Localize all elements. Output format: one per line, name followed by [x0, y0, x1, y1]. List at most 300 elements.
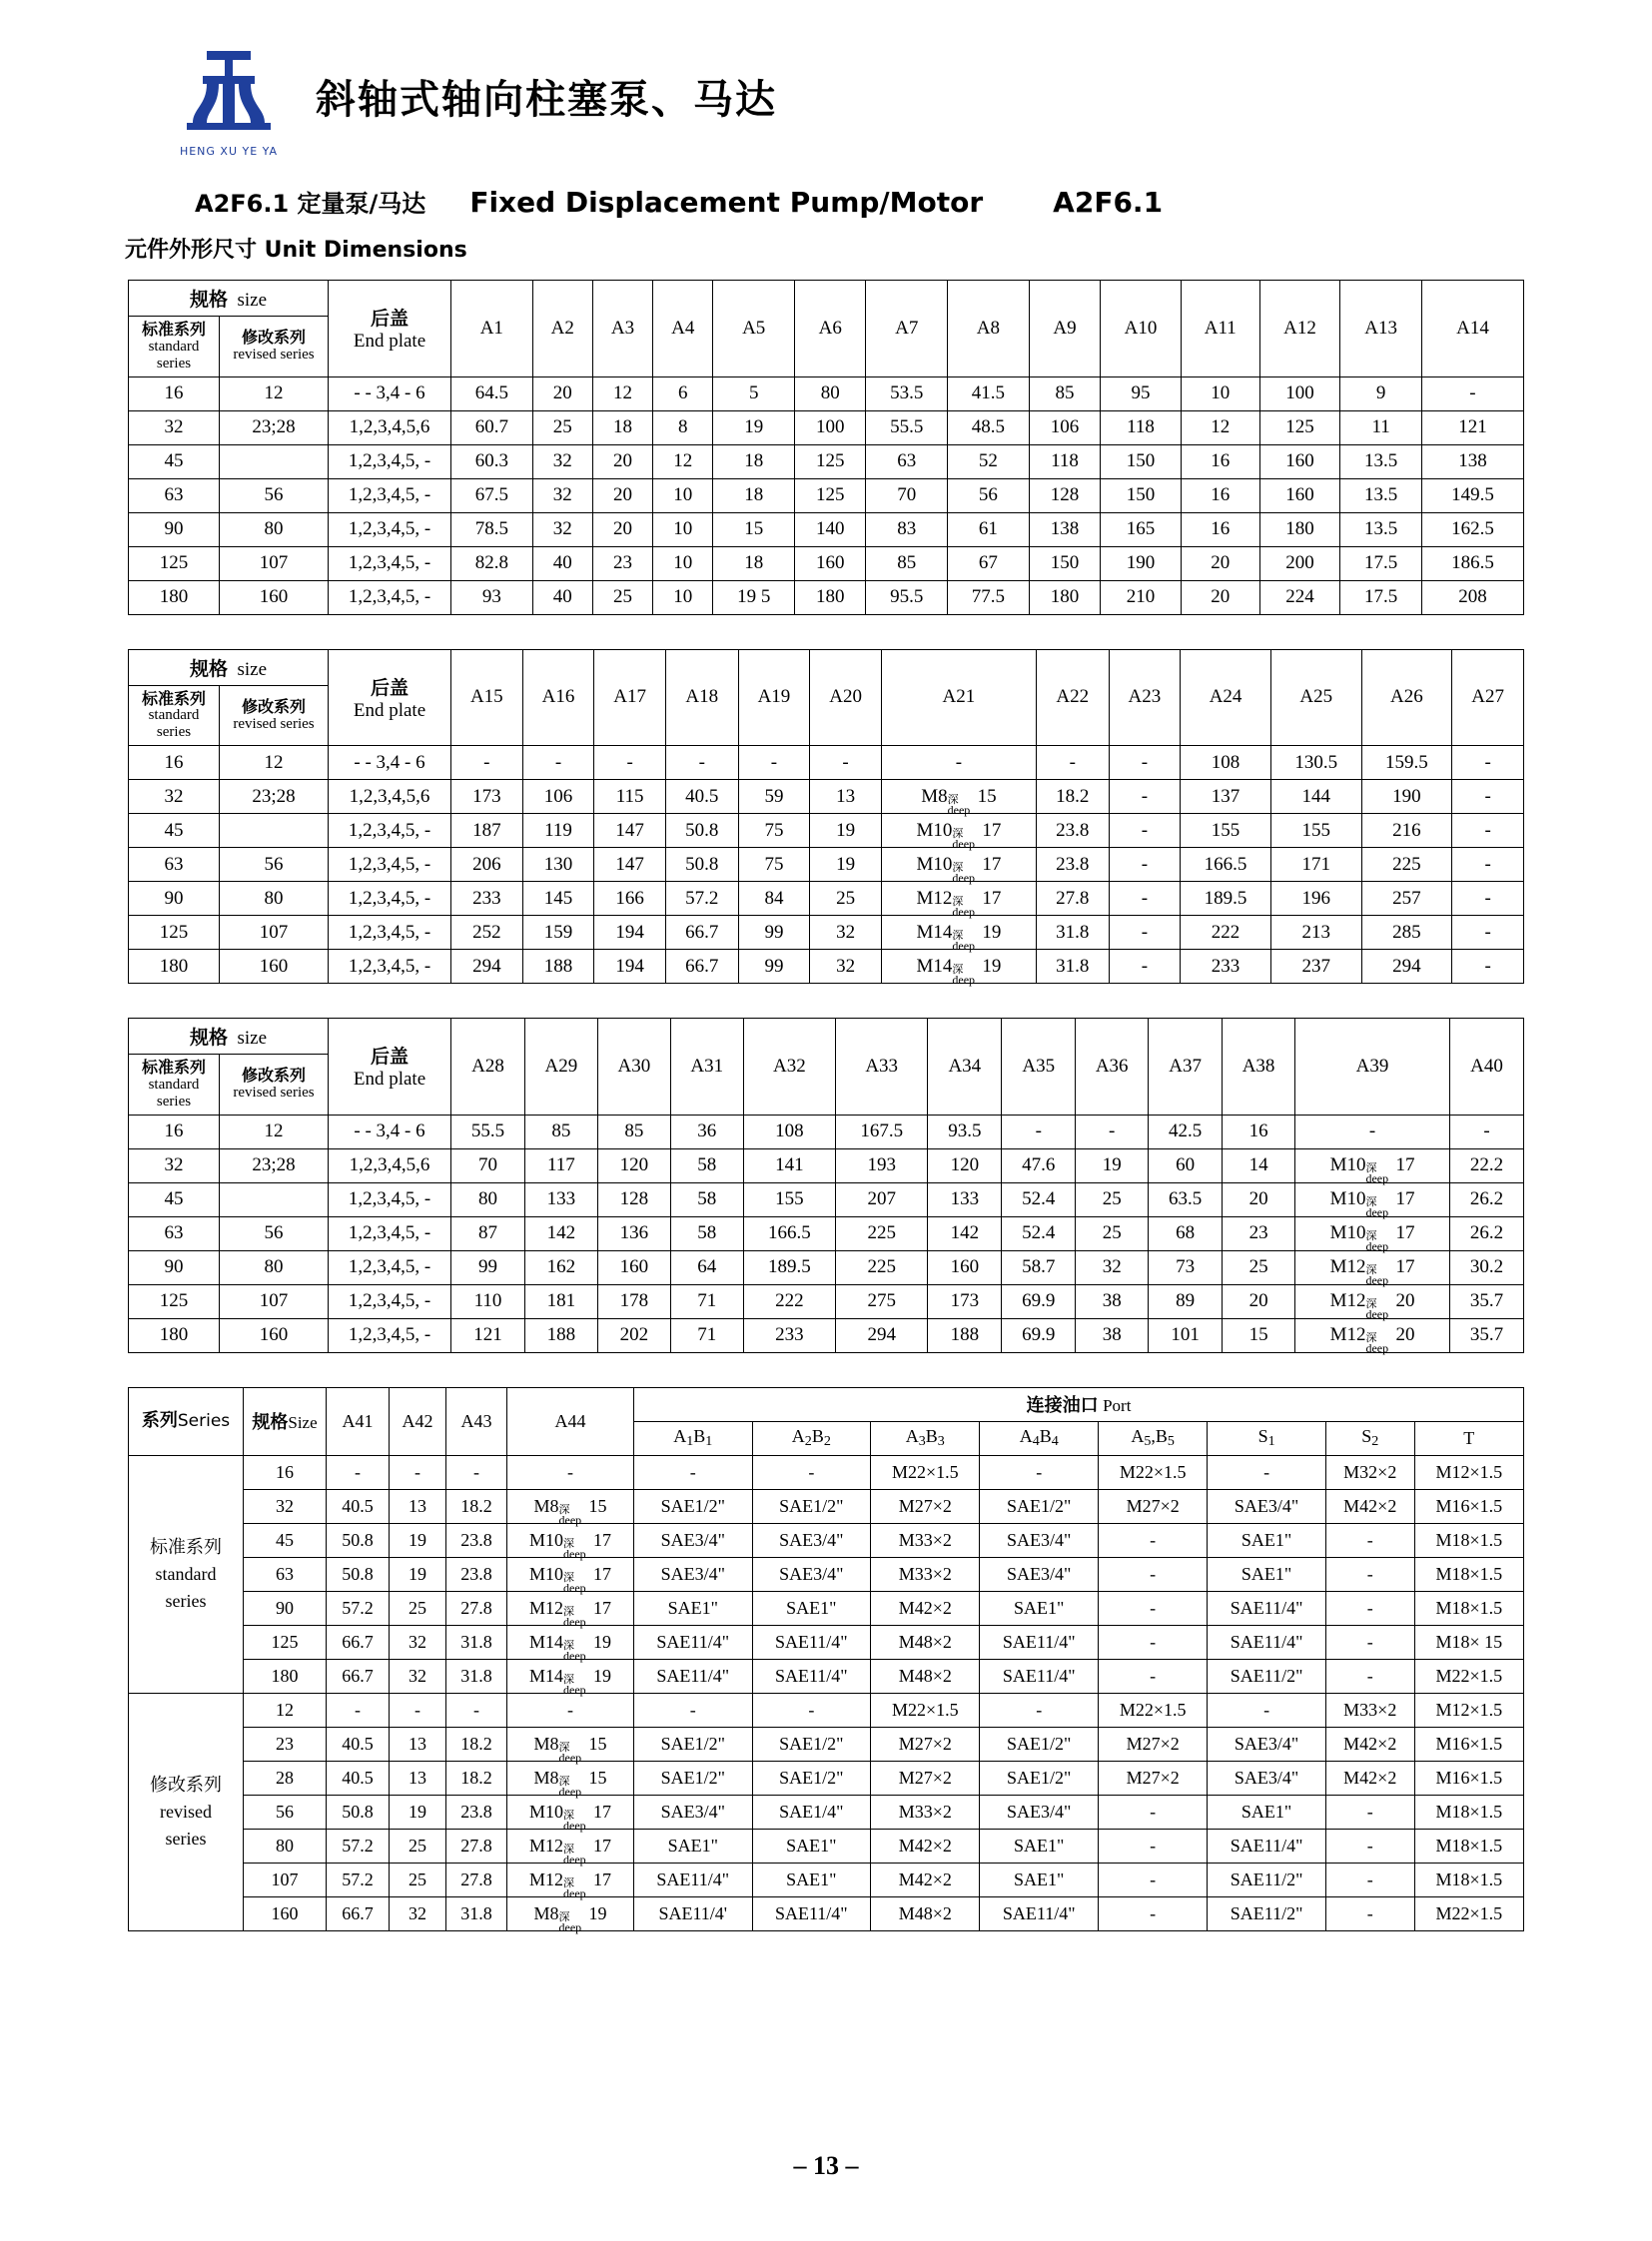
company-logo	[170, 40, 288, 158]
header-standard-series: 标准系列 standard series	[129, 317, 220, 377]
dimensions-table-2	[128, 649, 1524, 985]
cell-A42: 32	[390, 1896, 446, 1930]
cell-port-A5,B5: -	[1098, 1795, 1207, 1829]
table-row	[129, 444, 1524, 478]
cell-end-plate: - - 3,4 - 6	[329, 746, 451, 780]
cell-port-A1B1: -	[634, 1455, 753, 1489]
col-A43: A43	[446, 1387, 507, 1455]
cell-port-T: M16×1.5	[1414, 1761, 1523, 1795]
cell-A2: 32	[532, 512, 592, 546]
cell-A38: 20	[1223, 1284, 1295, 1318]
cell-port-S1: SAE1"	[1208, 1557, 1326, 1591]
cell-A17: 147	[594, 814, 666, 848]
cell-standard-size: 32	[129, 1148, 220, 1182]
col-A15: A15	[451, 649, 523, 746]
cell-A5: 18	[713, 444, 795, 478]
cell-A42: 13	[390, 1489, 446, 1523]
col-A3B3: $A_3B_3$	[871, 1421, 980, 1455]
col-A30: A30	[597, 1019, 670, 1116]
col-A11: A11	[1181, 281, 1259, 377]
cell-A13: 13.5	[1340, 444, 1422, 478]
cell-A16: 106	[522, 780, 594, 814]
cell-A36: -	[1076, 1115, 1149, 1148]
cell-port-A5,B5: M27×2	[1098, 1489, 1207, 1523]
cell-size: 32	[244, 1489, 327, 1523]
cell-revised-size: 80	[220, 882, 329, 916]
cell-A20: 25	[810, 882, 882, 916]
col-A14: A14	[1421, 281, 1523, 377]
logo-pinyin: HENG XU YE YA	[179, 145, 279, 158]
cell-A14: -	[1421, 376, 1523, 410]
cell-A37: 68	[1149, 1216, 1223, 1250]
cell-end-plate: 1,2,3,4,5, -	[329, 1284, 451, 1318]
cell-A42: 25	[390, 1591, 446, 1625]
cell-A18: -	[665, 746, 738, 780]
cell-port-S1: SAE11/2"	[1208, 1659, 1326, 1693]
col-A19: A19	[738, 649, 810, 746]
cell-standard-size: 180	[129, 950, 220, 984]
cell-standard-size: 16	[129, 1115, 220, 1148]
cell-series-group: 修改系列 revised series	[129, 1693, 244, 1930]
cell-port-A3B3: M48×2	[871, 1659, 980, 1693]
cell-A39: M10 深 deep 17	[1295, 1148, 1450, 1182]
cell-A43: 23.8	[446, 1523, 507, 1557]
cell-A23: -	[1109, 882, 1181, 916]
cell-A43: 31.8	[446, 1659, 507, 1693]
table-row	[129, 580, 1524, 614]
col-A4B4: $A_4B_4$	[980, 1421, 1099, 1455]
cell-port-A5,B5: -	[1098, 1896, 1207, 1930]
cell-A26: 294	[1361, 950, 1452, 984]
cell-port-A2B2: SAE3/4"	[752, 1523, 871, 1557]
table-row	[129, 1250, 1524, 1284]
cell-A43: 31.8	[446, 1625, 507, 1659]
cell-A38: 16	[1223, 1115, 1295, 1148]
col-A24: A24	[1181, 649, 1271, 746]
cell-A14: 208	[1421, 580, 1523, 614]
cell-A21: -	[881, 746, 1036, 780]
cell-port-S2: -	[1325, 1863, 1414, 1896]
cell-revised-size: 160	[220, 1318, 329, 1352]
cell-A1: 60.7	[451, 410, 533, 444]
col-A12: A12	[1259, 281, 1340, 377]
cell-port-T: M16×1.5	[1414, 1727, 1523, 1761]
table-row	[129, 916, 1524, 950]
cell-A13: 17.5	[1340, 580, 1422, 614]
cell-A18: 66.7	[665, 950, 738, 984]
cell-A13: 9	[1340, 376, 1422, 410]
cell-A10: 190	[1101, 546, 1182, 580]
cell-A43: 31.8	[446, 1896, 507, 1930]
cell-A27: -	[1452, 848, 1524, 882]
header-series: 系列Series	[129, 1387, 244, 1455]
cell-A4: 10	[653, 546, 713, 580]
cell-end-plate: 1,2,3,4,5, -	[329, 882, 451, 916]
table-row	[129, 478, 1524, 512]
cell-A3: 20	[592, 478, 652, 512]
cell-A44: M8 深 deep 19	[507, 1896, 634, 1930]
cell-A44: M10 深 deep 17	[507, 1523, 634, 1557]
cell-A39: M12 深 deep 17	[1295, 1250, 1450, 1284]
cell-A4: 10	[653, 580, 713, 614]
cell-A44: M12 深 deep 17	[507, 1829, 634, 1863]
cell-A24: 166.5	[1181, 848, 1271, 882]
cell-A19: 59	[738, 780, 810, 814]
cell-port-A3B3: M22×1.5	[871, 1693, 980, 1727]
cell-A18: 50.8	[665, 848, 738, 882]
col-A7: A7	[866, 281, 948, 377]
dimensions-table-3-wrapper	[128, 1018, 1524, 1353]
port-table-row	[129, 1896, 1524, 1930]
cell-port-A2B2: SAE1"	[752, 1863, 871, 1896]
cell-port-A1B1: SAE3/4"	[634, 1523, 753, 1557]
col-A17: A17	[594, 649, 666, 746]
cell-A7: 85	[866, 546, 948, 580]
cell-A25: 130.5	[1270, 746, 1361, 780]
cell-A34: 188	[928, 1318, 1002, 1352]
cell-A24: 222	[1181, 916, 1271, 950]
cell-size: 63	[244, 1557, 327, 1591]
cell-A25: 196	[1270, 882, 1361, 916]
cell-port-T: M18× 15	[1414, 1625, 1523, 1659]
cell-A17: 166	[594, 882, 666, 916]
cell-end-plate: 1,2,3,4,5, -	[329, 1318, 451, 1352]
cell-revised-size: 23;28	[220, 410, 329, 444]
col-A39: A39	[1295, 1019, 1450, 1116]
port-header-row-1	[129, 1387, 1524, 1421]
col-A36: A36	[1076, 1019, 1149, 1116]
cell-port-S1: -	[1208, 1455, 1326, 1489]
cell-A21: M10 深 deep 17	[881, 848, 1036, 882]
cell-A10: 165	[1101, 512, 1182, 546]
cell-A27: -	[1452, 950, 1524, 984]
cell-port-A3B3: M33×2	[871, 1795, 980, 1829]
cell-A27: -	[1452, 916, 1524, 950]
cell-A8: 56	[948, 478, 1030, 512]
cell-port-T: M18×1.5	[1414, 1557, 1523, 1591]
cell-port-T: M16×1.5	[1414, 1489, 1523, 1523]
cell-port-S2: -	[1325, 1557, 1414, 1591]
cell-A42: 19	[390, 1795, 446, 1829]
col-A26: A26	[1361, 649, 1452, 746]
cell-A33: 294	[836, 1318, 928, 1352]
cell-A28: 55.5	[451, 1115, 525, 1148]
cell-A24: 233	[1181, 950, 1271, 984]
col-A1B1: $A_1B_1$	[634, 1421, 753, 1455]
cell-A34: 142	[928, 1216, 1002, 1250]
cell-series-group: 标准系列 standard series	[129, 1455, 244, 1693]
cell-A40: 26.2	[1450, 1216, 1524, 1250]
cell-A30: 120	[597, 1148, 670, 1182]
cell-A16: 159	[522, 916, 594, 950]
header-endplate: 后盖 End plate	[329, 281, 451, 377]
cell-port-A1B1: -	[634, 1693, 753, 1727]
logo-mark-icon	[173, 47, 285, 143]
col-A21: A21	[881, 649, 1036, 746]
cell-A2: 32	[532, 478, 592, 512]
cell-A17: -	[594, 746, 666, 780]
cell-A8: 67	[948, 546, 1030, 580]
col-A1: A1	[451, 281, 533, 377]
cell-A40: 35.7	[1450, 1318, 1524, 1352]
cell-revised-size: 56	[220, 478, 329, 512]
cell-A41: 40.5	[327, 1761, 390, 1795]
header-revised-series: 修改系列 revised series	[220, 1055, 329, 1116]
cell-standard-size: 63	[129, 848, 220, 882]
port-table-row	[129, 1659, 1524, 1693]
cell-port-A4B4: SAE11/4"	[980, 1625, 1099, 1659]
cell-A44: M8 深 deep 15	[507, 1489, 634, 1523]
cell-revised-size	[220, 814, 329, 848]
cell-A19: -	[738, 746, 810, 780]
cell-A39: M10 深 deep 17	[1295, 1182, 1450, 1216]
cell-A24: 189.5	[1181, 882, 1271, 916]
cell-port-S2: M42×2	[1325, 1489, 1414, 1523]
cell-A6: 125	[795, 444, 866, 478]
subtitle-code: A2F6.1	[1053, 186, 1164, 219]
port-table-row	[129, 1455, 1524, 1489]
cell-A29: 133	[524, 1182, 597, 1216]
cell-A36: 25	[1076, 1216, 1149, 1250]
col-A38: A38	[1223, 1019, 1295, 1116]
col-S2: $S_2$	[1325, 1421, 1414, 1455]
cell-port-A2B2: SAE11/4"	[752, 1659, 871, 1693]
cell-end-plate: 1,2,3,4,5, -	[329, 512, 451, 546]
cell-A14: 186.5	[1421, 546, 1523, 580]
cell-A1: 82.8	[451, 546, 533, 580]
cell-A35: 52.4	[1002, 1216, 1076, 1250]
cell-port-A3B3: M27×2	[871, 1761, 980, 1795]
cell-A16: 145	[522, 882, 594, 916]
cell-A13: 13.5	[1340, 512, 1422, 546]
cell-revised-size	[220, 444, 329, 478]
cell-A39: M12 深 deep 20	[1295, 1318, 1450, 1352]
cell-port-A4B4: SAE3/4"	[980, 1795, 1099, 1829]
cell-revised-size: 160	[220, 580, 329, 614]
col-A9: A9	[1029, 281, 1100, 377]
page-title: 斜轴式轴向柱塞泵、马达	[316, 76, 777, 123]
cell-A6: 140	[795, 512, 866, 546]
cell-A41: 57.2	[327, 1863, 390, 1896]
cell-A15: 252	[451, 916, 523, 950]
cell-A44: M10 深 deep 17	[507, 1795, 634, 1829]
cell-A22: 31.8	[1036, 916, 1109, 950]
cell-A3: 18	[592, 410, 652, 444]
cell-A12: 100	[1259, 376, 1340, 410]
cell-A37: 73	[1149, 1250, 1223, 1284]
cell-A34: 133	[928, 1182, 1002, 1216]
cell-A20: 19	[810, 848, 882, 882]
table-row	[129, 780, 1524, 814]
cell-standard-size: 90	[129, 1250, 220, 1284]
cell-A31: 58	[670, 1182, 743, 1216]
cell-A10: 210	[1101, 580, 1182, 614]
cell-port-S2: -	[1325, 1896, 1414, 1930]
col-A18: A18	[665, 649, 738, 746]
cell-standard-size: 63	[129, 478, 220, 512]
cell-port-A5,B5: -	[1098, 1591, 1207, 1625]
col-A44: A44	[507, 1387, 634, 1455]
cell-A28: 80	[451, 1182, 525, 1216]
cell-A34: 93.5	[928, 1115, 1002, 1148]
cell-port-A1B1: SAE1/2"	[634, 1727, 753, 1761]
table-row	[129, 882, 1524, 916]
cell-port-A2B2: SAE1/2"	[752, 1489, 871, 1523]
dimensions-table-2-wrapper	[128, 649, 1524, 985]
cell-standard-size: 180	[129, 580, 220, 614]
cell-A29: 181	[524, 1284, 597, 1318]
cell-port-A1B1: SAE3/4"	[634, 1557, 753, 1591]
cell-A21: M10 深 deep 17	[881, 814, 1036, 848]
cell-standard-size: 32	[129, 780, 220, 814]
cell-A20: 13	[810, 780, 882, 814]
cell-A3: 20	[592, 444, 652, 478]
cell-end-plate: 1,2,3,4,5, -	[329, 478, 451, 512]
cell-A40: 30.2	[1450, 1250, 1524, 1284]
cell-A17: 194	[594, 916, 666, 950]
cell-A32: 233	[743, 1318, 835, 1352]
cell-port-S2: -	[1325, 1591, 1414, 1625]
cell-A23: -	[1109, 780, 1181, 814]
cell-A44: -	[507, 1455, 634, 1489]
cell-A9: 106	[1029, 410, 1100, 444]
cell-port-S1: SAE3/4"	[1208, 1489, 1326, 1523]
port-table-row	[129, 1727, 1524, 1761]
cell-A31: 58	[670, 1216, 743, 1250]
cell-port-A5,B5: M27×2	[1098, 1761, 1207, 1795]
dimensions-table-1-wrapper	[128, 280, 1524, 615]
cell-end-plate: 1,2,3,4,5, -	[329, 814, 451, 848]
cell-A7: 53.5	[866, 376, 948, 410]
cell-A35: 52.4	[1002, 1182, 1076, 1216]
cell-A19: 99	[738, 916, 810, 950]
cell-A33: 225	[836, 1250, 928, 1284]
cell-port-A2B2: -	[752, 1693, 871, 1727]
cell-end-plate: 1,2,3,4,5, -	[329, 546, 451, 580]
cell-A28: 121	[451, 1318, 525, 1352]
cell-A26: 225	[1361, 848, 1452, 882]
col-A31: A31	[670, 1019, 743, 1116]
cell-A27: -	[1452, 882, 1524, 916]
table-row	[129, 376, 1524, 410]
cell-port-A4B4: SAE1/2"	[980, 1727, 1099, 1761]
cell-A15: -	[451, 746, 523, 780]
cell-port-A3B3: M22×1.5	[871, 1455, 980, 1489]
cell-A11: 20	[1181, 580, 1259, 614]
cell-A24: 155	[1181, 814, 1271, 848]
cell-A4: 10	[653, 478, 713, 512]
cell-A1: 64.5	[451, 376, 533, 410]
cell-A26: 285	[1361, 916, 1452, 950]
port-table-wrapper	[128, 1387, 1524, 1934]
header-revised-series: 修改系列 revised series	[220, 685, 329, 746]
cell-standard-size: 16	[129, 376, 220, 410]
cell-A21: M8 深 deep 15	[881, 780, 1036, 814]
cell-port-S1: SAE3/4"	[1208, 1727, 1326, 1761]
cell-A20: -	[810, 746, 882, 780]
cell-port-A4B4: SAE1/2"	[980, 1761, 1099, 1795]
cell-A23: -	[1109, 950, 1181, 984]
cell-A42: 19	[390, 1523, 446, 1557]
col-A34: A34	[928, 1019, 1002, 1116]
cell-standard-size: 63	[129, 1216, 220, 1250]
product-subtitle	[0, 158, 1652, 219]
cell-size: 23	[244, 1727, 327, 1761]
cell-port-S2: -	[1325, 1659, 1414, 1693]
cell-A16: 130	[522, 848, 594, 882]
cell-port-A4B4: -	[980, 1693, 1099, 1727]
cell-A1: 67.5	[451, 478, 533, 512]
cell-port-A2B2: SAE3/4"	[752, 1557, 871, 1591]
cell-size: 180	[244, 1659, 327, 1693]
cell-end-plate: 1,2,3,4,5, -	[329, 848, 451, 882]
table-row	[129, 814, 1524, 848]
cell-A8: 61	[948, 512, 1030, 546]
cell-A3: 20	[592, 512, 652, 546]
cell-port-A1B1: SAE11/4'	[634, 1896, 753, 1930]
cell-port-S2: -	[1325, 1523, 1414, 1557]
cell-revised-size: 160	[220, 950, 329, 984]
cell-port-T: M18×1.5	[1414, 1591, 1523, 1625]
dimensions-table-3	[128, 1018, 1524, 1353]
cell-A29: 162	[524, 1250, 597, 1284]
cell-A19: 75	[738, 848, 810, 882]
cell-port-A5,B5: -	[1098, 1625, 1207, 1659]
cell-A30: 128	[597, 1182, 670, 1216]
cell-A1: 78.5	[451, 512, 533, 546]
section-heading-unit-dimensions: 元件外形尺寸 Unit Dimensions	[125, 238, 467, 263]
port-table-row	[129, 1795, 1524, 1829]
cell-A12: 200	[1259, 546, 1340, 580]
cell-port-S2: M33×2	[1325, 1693, 1414, 1727]
col-A10: A10	[1101, 281, 1182, 377]
table-header-row	[129, 281, 1524, 317]
cell-A5: 15	[713, 512, 795, 546]
cell-revised-size: 107	[220, 546, 329, 580]
cell-A7: 83	[866, 512, 948, 546]
cell-A3: 25	[592, 580, 652, 614]
port-table	[128, 1387, 1524, 1934]
cell-standard-size: 90	[129, 512, 220, 546]
cell-A41: 40.5	[327, 1727, 390, 1761]
table-row	[129, 848, 1524, 882]
cell-A41: 57.2	[327, 1591, 390, 1625]
cell-A6: 180	[795, 580, 866, 614]
cell-size: 80	[244, 1829, 327, 1863]
cell-A13: 17.5	[1340, 546, 1422, 580]
dimensions-table-2-body	[129, 746, 1524, 987]
cell-A11: 20	[1181, 546, 1259, 580]
cell-port-S1: SAE11/2"	[1208, 1896, 1326, 1930]
cell-port-A4B4: SAE1"	[980, 1829, 1099, 1863]
cell-A44: M8 深 deep 15	[507, 1727, 634, 1761]
cell-port-A2B2: SAE11/4"	[752, 1625, 871, 1659]
cell-A10: 150	[1101, 444, 1182, 478]
col-A5: A5	[713, 281, 795, 377]
cell-A7: 55.5	[866, 410, 948, 444]
cell-A28: 87	[451, 1216, 525, 1250]
cell-revised-size: 80	[220, 1250, 329, 1284]
cell-A37: 101	[1149, 1318, 1223, 1352]
port-table-row	[129, 1591, 1524, 1625]
cell-A35: 69.9	[1002, 1284, 1076, 1318]
col-T: T	[1414, 1421, 1523, 1455]
cell-size: 125	[244, 1625, 327, 1659]
cell-A21: M14 深 deep 19	[881, 916, 1036, 950]
cell-A38: 15	[1223, 1318, 1295, 1352]
cell-A12: 160	[1259, 444, 1340, 478]
dimensions-table-1	[128, 280, 1524, 615]
